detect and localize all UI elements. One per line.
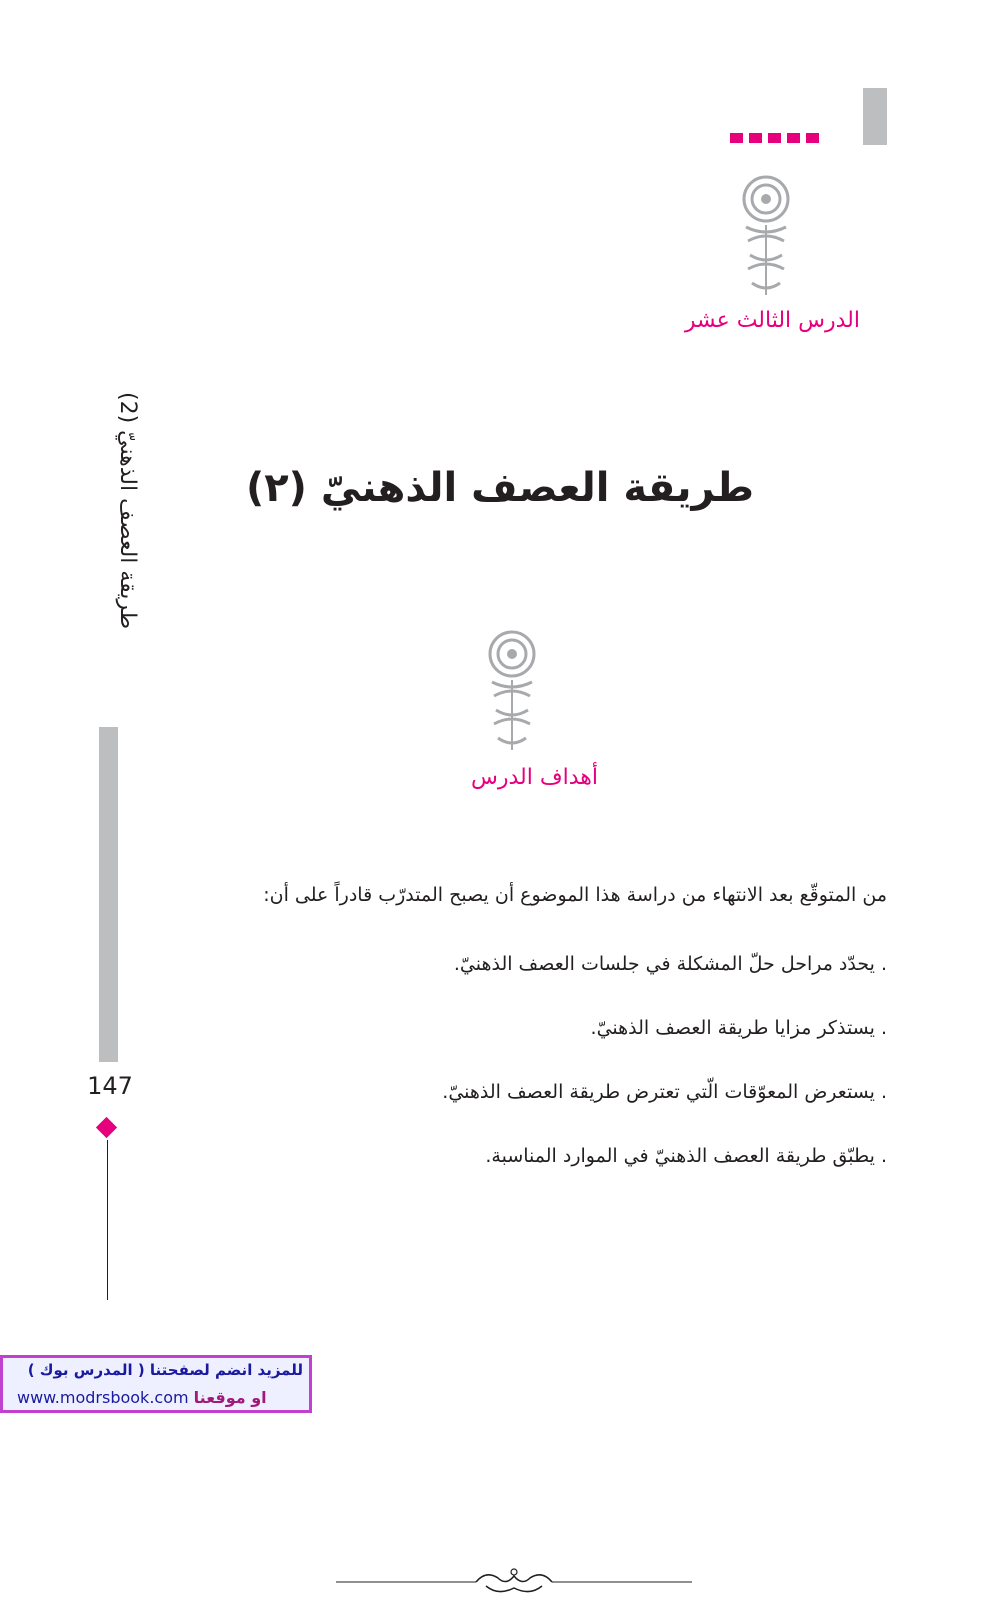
- objective-item: . يحدّد مراحل حلّ المشكلة في جلسات العصف الذهنيّ.: [453, 953, 887, 975]
- header-dot: [787, 133, 800, 143]
- ornament-icon: [484, 630, 540, 752]
- running-title: طريقة العصف الذهنيّ (2): [115, 392, 140, 630]
- goals-heading: أهداف الدرس: [470, 765, 598, 790]
- banner-line-1: للمزيد انضم لصفحتنا ( المدرس بوك ): [27, 1361, 303, 1379]
- objective-item: . يطبّق طريقة العصف الذهنيّ في الموارد المناسبة.: [485, 1145, 887, 1167]
- banner-line-2[interactable]: [17, 1388, 267, 1407]
- header-dot: [768, 133, 781, 143]
- objective-item: . يستعرض المعوّقات الّتي تعترض طريقة العصف الذهنيّ.: [442, 1081, 887, 1103]
- banner-site-label: او موقعنا: [193, 1388, 267, 1407]
- ornament-icon: [738, 175, 794, 297]
- header-gray-bar: [863, 88, 887, 145]
- lesson-number: الدرس الثالث عشر: [684, 308, 860, 333]
- objective-item: . يستذكر مزايا طريقة العصف الذهنيّ.: [590, 1017, 887, 1039]
- sidebar-gray-bar: [99, 727, 118, 1062]
- header-dot: [730, 133, 743, 143]
- page-title: طريقة العصف الذهنيّ (٢): [245, 465, 755, 511]
- divider-flourish-icon: [336, 1562, 692, 1602]
- page-number: 147: [87, 1072, 133, 1100]
- sidebar-line: [107, 1140, 108, 1300]
- promo-banner[interactable]: [0, 1355, 312, 1413]
- intro-text: من المتوقّع بعد الانتهاء من دراسة هذا الموضوع أن يصبح المتدرّب قادراً على أن:: [263, 884, 887, 906]
- banner-url[interactable]: www.modrsbook.com: [17, 1388, 189, 1407]
- diamond-icon: [96, 1117, 117, 1138]
- header-dot: [749, 133, 762, 143]
- header-dot: [806, 133, 819, 143]
